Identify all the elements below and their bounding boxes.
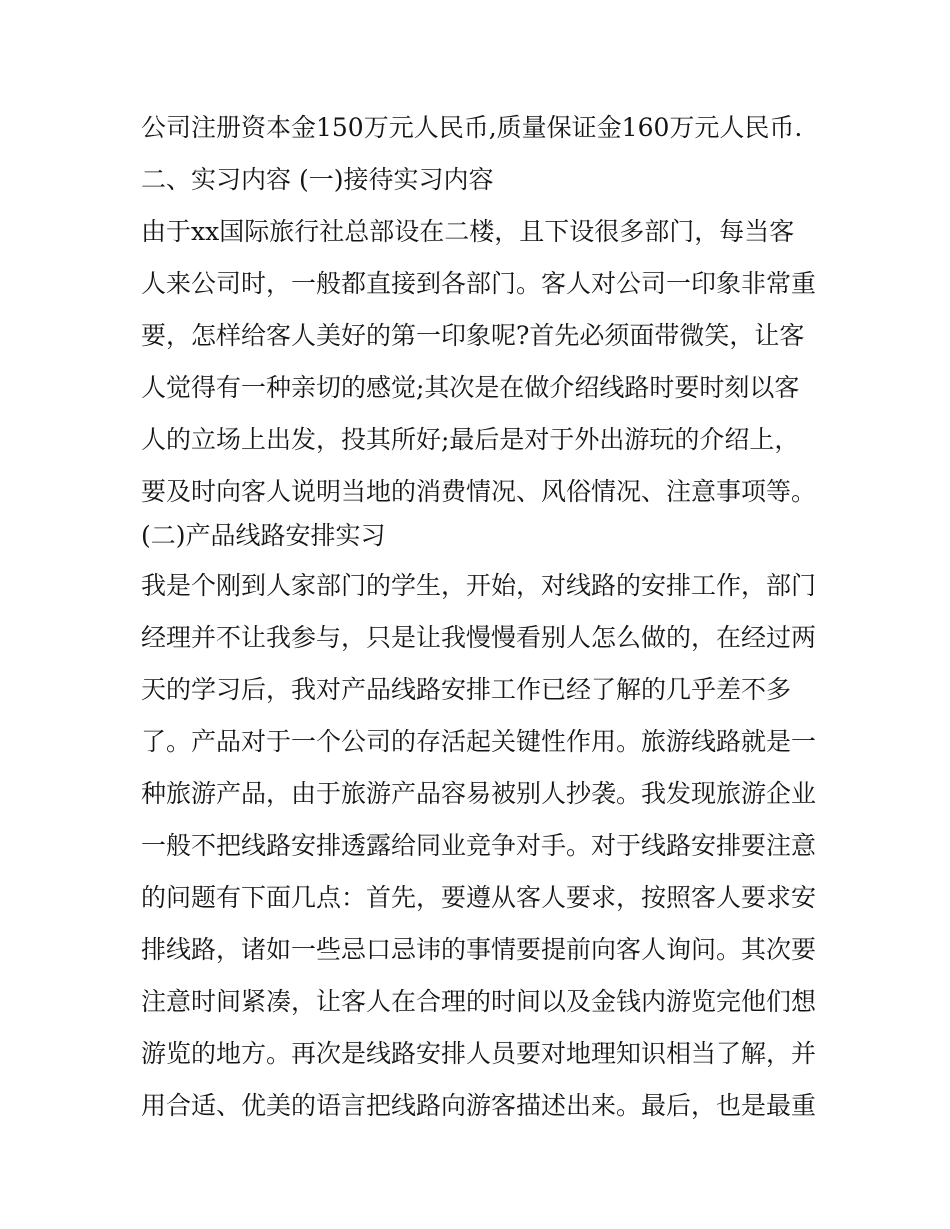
- text-line: 种旅游产品，由于旅游产品容易被别人抄袭。我发现旅游企业: [141, 779, 817, 808]
- text-line: 我是个刚到人家部门的学生，开始，对线路的安排工作，部门: [141, 571, 817, 600]
- text-line: 注意时间紧凑，让客人在合理的时间以及金钱内游览完他们想: [141, 987, 817, 1016]
- text-line: 公司注册资本金150万元人民币,质量保证金160万元人民币.: [141, 113, 803, 142]
- text-line: 游览的地方。再次是线路安排人员要对地理知识相当了解，并: [141, 1039, 817, 1068]
- text-line: 经理并不让我参与，只是让我慢慢看别人怎么做的，在经过两: [141, 623, 817, 652]
- text-line: 由于xx国际旅行社总部设在二楼，且下设很多部门，每当客: [141, 217, 795, 246]
- text-line: 人来公司时，一般都直接到各部门。客人对公司一印象非常重: [141, 269, 817, 298]
- text-line: 一般不把线路安排透露给同业竞争对手。对于线路安排要注意: [141, 831, 817, 860]
- text-line: 人的立场上出发，投其所好;最后是对于外出游玩的介绍上，: [141, 425, 800, 454]
- text-line: 排线路，诸如一些忌口忌讳的事情要提前向客人询问。其次要: [141, 935, 817, 964]
- section-heading: 二、实习内容 (一)接待实习内容: [141, 165, 494, 194]
- text-line: 的问题有下面几点：首先，要遵从客人要求，按照客人要求安: [141, 883, 817, 912]
- text-line: 要及时向客人说明当地的消费情况、风俗情况、注意事项等。: [141, 477, 817, 506]
- text-line: 人觉得有一种亲切的感觉;其次是在做介绍线路时要时刻以客: [141, 373, 800, 402]
- text-line: 天的学习后，我对产品线路安排工作已经了解的几乎差不多: [141, 675, 792, 704]
- text-line: 要，怎样给客人美好的第一印象呢?首先必须面带微笑，让客: [141, 321, 805, 350]
- text-line: 用合适、优美的语言把线路向游客描述出来。最后，也是最重: [141, 1091, 817, 1120]
- text-line: 了。产品对于一个公司的存活起关键性作用。旅游线路就是一: [141, 727, 817, 756]
- section-heading: (二)产品线路安排实习: [141, 521, 386, 550]
